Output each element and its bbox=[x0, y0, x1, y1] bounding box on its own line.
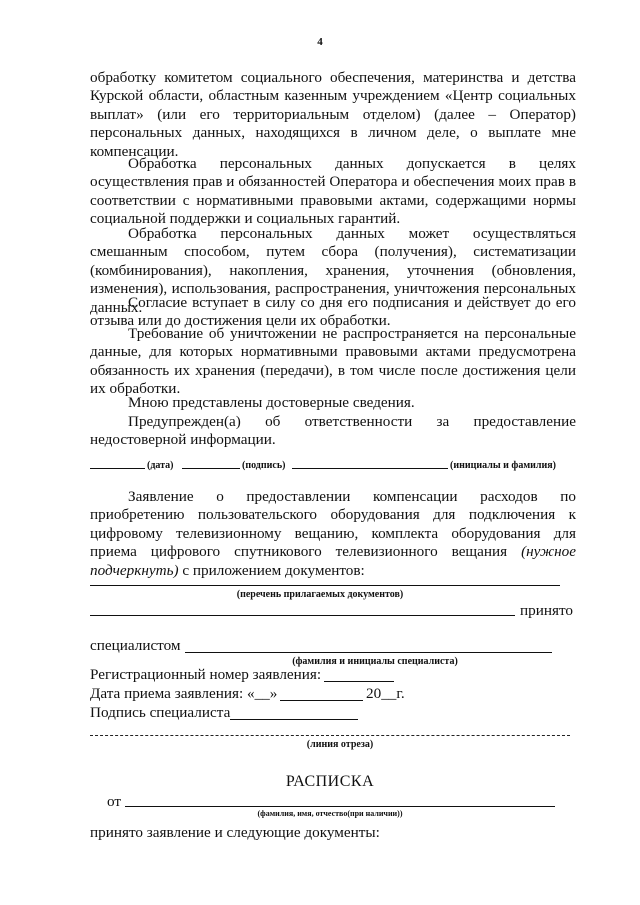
page-number: 4 bbox=[317, 36, 323, 48]
application-end: с приложением документов: bbox=[178, 561, 365, 579]
receipt-accepted-text: принято заявление и следующие документы: bbox=[90, 824, 380, 841]
receipt-title: РАСПИСКА bbox=[285, 773, 375, 790]
paragraph-consent: Согласие вступает в силу со дня его подписания и действует до его отзыва или до достижения цели их обработки. bbox=[90, 294, 576, 330]
choice-note: (нужное подчеркнуть) bbox=[90, 543, 577, 579]
application-text bbox=[90, 488, 576, 580]
initials-caption: (инициалы и фамилия) bbox=[450, 460, 557, 471]
cut-line bbox=[90, 735, 570, 736]
paragraph-operator: обработку комитетом социального обеспечения, материнства и детства Курской области, областным казенным учреждением «Центр социальных выплат» (или его территориальным отделом) (далее – Оператор) персональных данных, находящихся в личном деле, о выплате мне компенсации. bbox=[90, 69, 576, 160]
specialist-caption: (фамилия и инициалы специалиста) bbox=[292, 656, 458, 667]
signature-caption: (подпись) bbox=[242, 460, 286, 471]
year-label: 20__г. bbox=[366, 685, 405, 702]
date-received-label: Дата приема заявления: «__» bbox=[90, 685, 278, 702]
date-caption: (дата) bbox=[147, 460, 174, 471]
paragraph-purpose: Обработка персональных данных допускается в целях осуществления прав и обязанностей Оператора и обеспечения моих прав в соответствии с нормативными правовыми актами, содержащими нормы социальной поддержки и социальных гарантий. bbox=[90, 155, 576, 228]
application-body: Заявление о предоставлении компенсации расходов по приобретению пользовательского оборудования для подключения к цифровому телевизионному вещанию, комплекта оборудования для приема цифрового спутникового телевизионного вещания bbox=[90, 488, 576, 561]
specialist-signature-label: Подпись специалиста bbox=[90, 704, 231, 721]
reg-number-label: Регистрационный номер заявления: bbox=[90, 666, 322, 683]
specialist-label: специалистом bbox=[90, 637, 181, 654]
accepted-label: принято bbox=[520, 602, 573, 619]
receipt-from-label: от bbox=[107, 793, 122, 810]
paragraph-warning: Предупрежден(а) об ответственности за предоставление недостоверной информации. bbox=[90, 413, 576, 449]
documents-caption: (перечень прилагаемых документов) bbox=[236, 589, 404, 600]
paragraph-destruction: Требование об уничтожении не распространяется на персональные данные, для которых нормативными правовыми актами предусмотрена обязанность их хранения (передачи), в том числе после достижения цели их обработки. bbox=[90, 325, 576, 398]
receipt-from-caption: (фамилия, имя, отчество(при наличии)) bbox=[257, 809, 403, 818]
cut-line-caption: (линия отреза) bbox=[306, 739, 374, 750]
paragraph-method: Обработка персональных данных может осуществляться смешанным способом, путем сбора (получения), систематизации (комбинирования), накопления, хранения, уточнения (обновления, изменения), использования, распространения, уничтожения персональных данных. bbox=[90, 225, 576, 316]
paragraph-true-info: Мною представлены достоверные сведения. bbox=[128, 394, 415, 411]
